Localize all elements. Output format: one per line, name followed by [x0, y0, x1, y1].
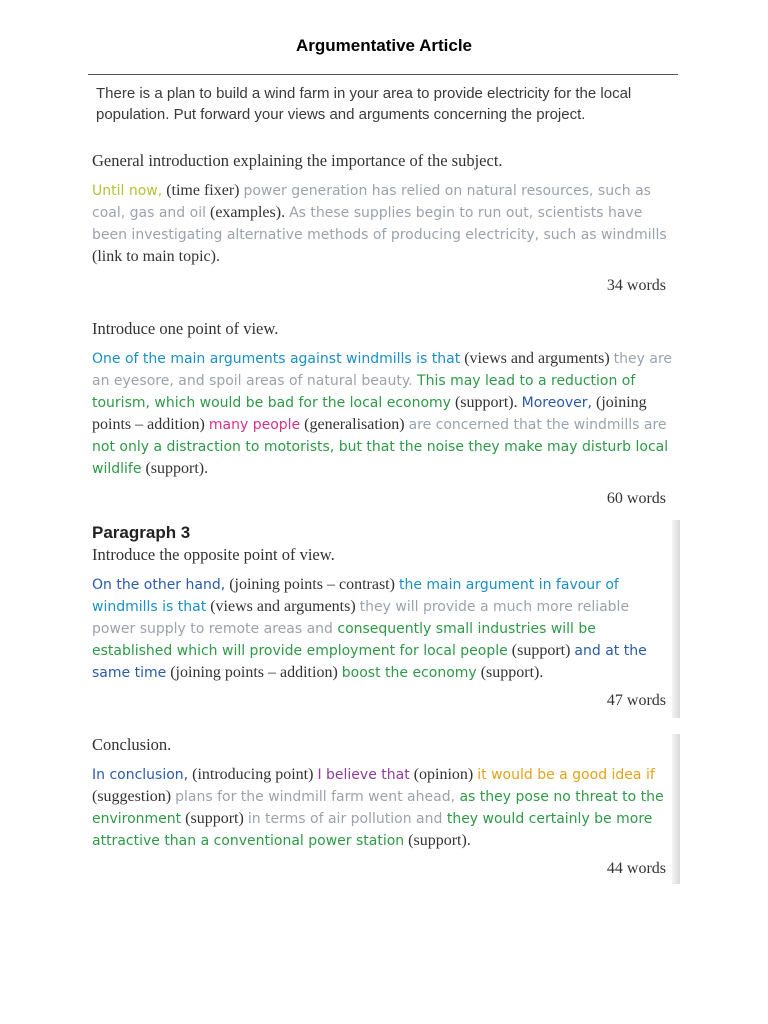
- highlight-navy: In conclusion,: [92, 767, 189, 783]
- highlight-green: consequently small industries will be established which will provide employment for local people: [92, 621, 596, 659]
- annotation-text: (introducing point): [188, 766, 318, 783]
- highlight-green: boost the economy: [341, 665, 477, 681]
- paragraph-3-heading: Introduce the opposite point of view.: [92, 545, 335, 564]
- annotation-text: (support).: [404, 832, 471, 849]
- highlight-yellow: Until now,: [92, 183, 163, 199]
- highlight-navy: Moreover,: [521, 395, 592, 411]
- task-prompt: There is a plan to build a wind farm in your area to provide electricity for the local population. Put forward your views and arguments concerning the project.: [96, 85, 632, 123]
- highlight-green: This may lead to a reduction of tourism, which would be bad for the local economy: [92, 373, 636, 411]
- section-paragraph-3: [92, 522, 674, 710]
- task-divider: [88, 74, 678, 75]
- conclusion-word-count: 44 words: [606, 860, 666, 877]
- highlight-pink: many people: [208, 417, 301, 433]
- annotation-text: (views and arguments): [460, 350, 614, 367]
- task-box: [88, 74, 680, 125]
- section-conclusion: [92, 734, 674, 878]
- annotation-text: (joining points – contrast): [225, 576, 399, 593]
- conclusion-paragraph: [92, 764, 674, 852]
- annotation-text: (joining points – addition): [166, 664, 342, 681]
- highlight-grey: in terms of air pollution and: [247, 811, 443, 827]
- annotation-text: (views and arguments): [206, 598, 360, 615]
- highlight-green: not only a distraction to motorists, but that the noise they make may disturb local wildlife: [92, 439, 669, 477]
- view-one-word-count: 60 words: [606, 490, 666, 507]
- document-title: Argumentative Article: [295, 36, 473, 55]
- section-view-one: [92, 318, 674, 508]
- highlight-grey: are concerned that the windmills are: [408, 417, 667, 433]
- annotation-text: (support): [181, 810, 248, 827]
- highlight-grey: they will provide a much more reliable power supply to remote areas and: [92, 599, 630, 637]
- highlight-navy: and at the same time: [92, 643, 647, 681]
- paragraph-3-label: Paragraph 3: [92, 523, 191, 542]
- section-intro: [92, 150, 674, 295]
- annotation-text: (support).: [141, 460, 209, 477]
- highlight-grey: power generation has relied on natural resources, such as coal, gas and oil: [92, 183, 651, 221]
- paragraph-3-body: [92, 574, 674, 684]
- highlight-grey: they are an eyesore, and spoil areas of natural beauty.: [92, 351, 673, 389]
- annotation-text: (suggestion): [92, 788, 176, 805]
- annotation-text: (support): [507, 642, 575, 659]
- annotation-text: (joining points – addition): [92, 394, 647, 433]
- intro-word-count: 34 words: [606, 277, 666, 294]
- annotation-text: (support).: [476, 664, 544, 681]
- intro-paragraph: [92, 180, 674, 267]
- highlight-blue: the main argument in favour of windmills is that: [92, 577, 619, 615]
- highlight-grey: As these supplies begin to run out, scientists have been investigating alternative methods of producing electricity, such as windmills: [92, 205, 667, 243]
- conclusion-heading: Conclusion.: [92, 735, 172, 754]
- annotation-text: (link to main topic).: [92, 248, 220, 265]
- intro-heading: General introduction explaining the importance of the subject.: [92, 151, 503, 170]
- highlight-blue: One of the main arguments against windmills is that: [92, 351, 461, 367]
- view-one-paragraph: [92, 348, 674, 480]
- annotation-text: (generalisation): [300, 416, 409, 433]
- annotation-text: (support).: [450, 394, 522, 411]
- highlight-purple: I believe that: [317, 767, 410, 783]
- annotation-text: (examples).: [205, 204, 290, 221]
- highlight-green: as they pose no threat to the environment: [92, 789, 664, 827]
- highlight-navy: On the other hand,: [92, 577, 226, 593]
- view-one-heading: Introduce one point of view.: [92, 319, 279, 338]
- highlight-green: they would certainly be more attractive than a conventional power station: [92, 811, 653, 849]
- highlight-grey: plans for the windmill farm went ahead,: [175, 789, 456, 805]
- paragraph-3-word-count: 47 words: [606, 692, 666, 709]
- annotation-text: (opinion): [409, 766, 478, 783]
- annotation-text: (time fixer): [162, 182, 244, 199]
- highlight-orange: it would be a good idea if: [477, 767, 655, 783]
